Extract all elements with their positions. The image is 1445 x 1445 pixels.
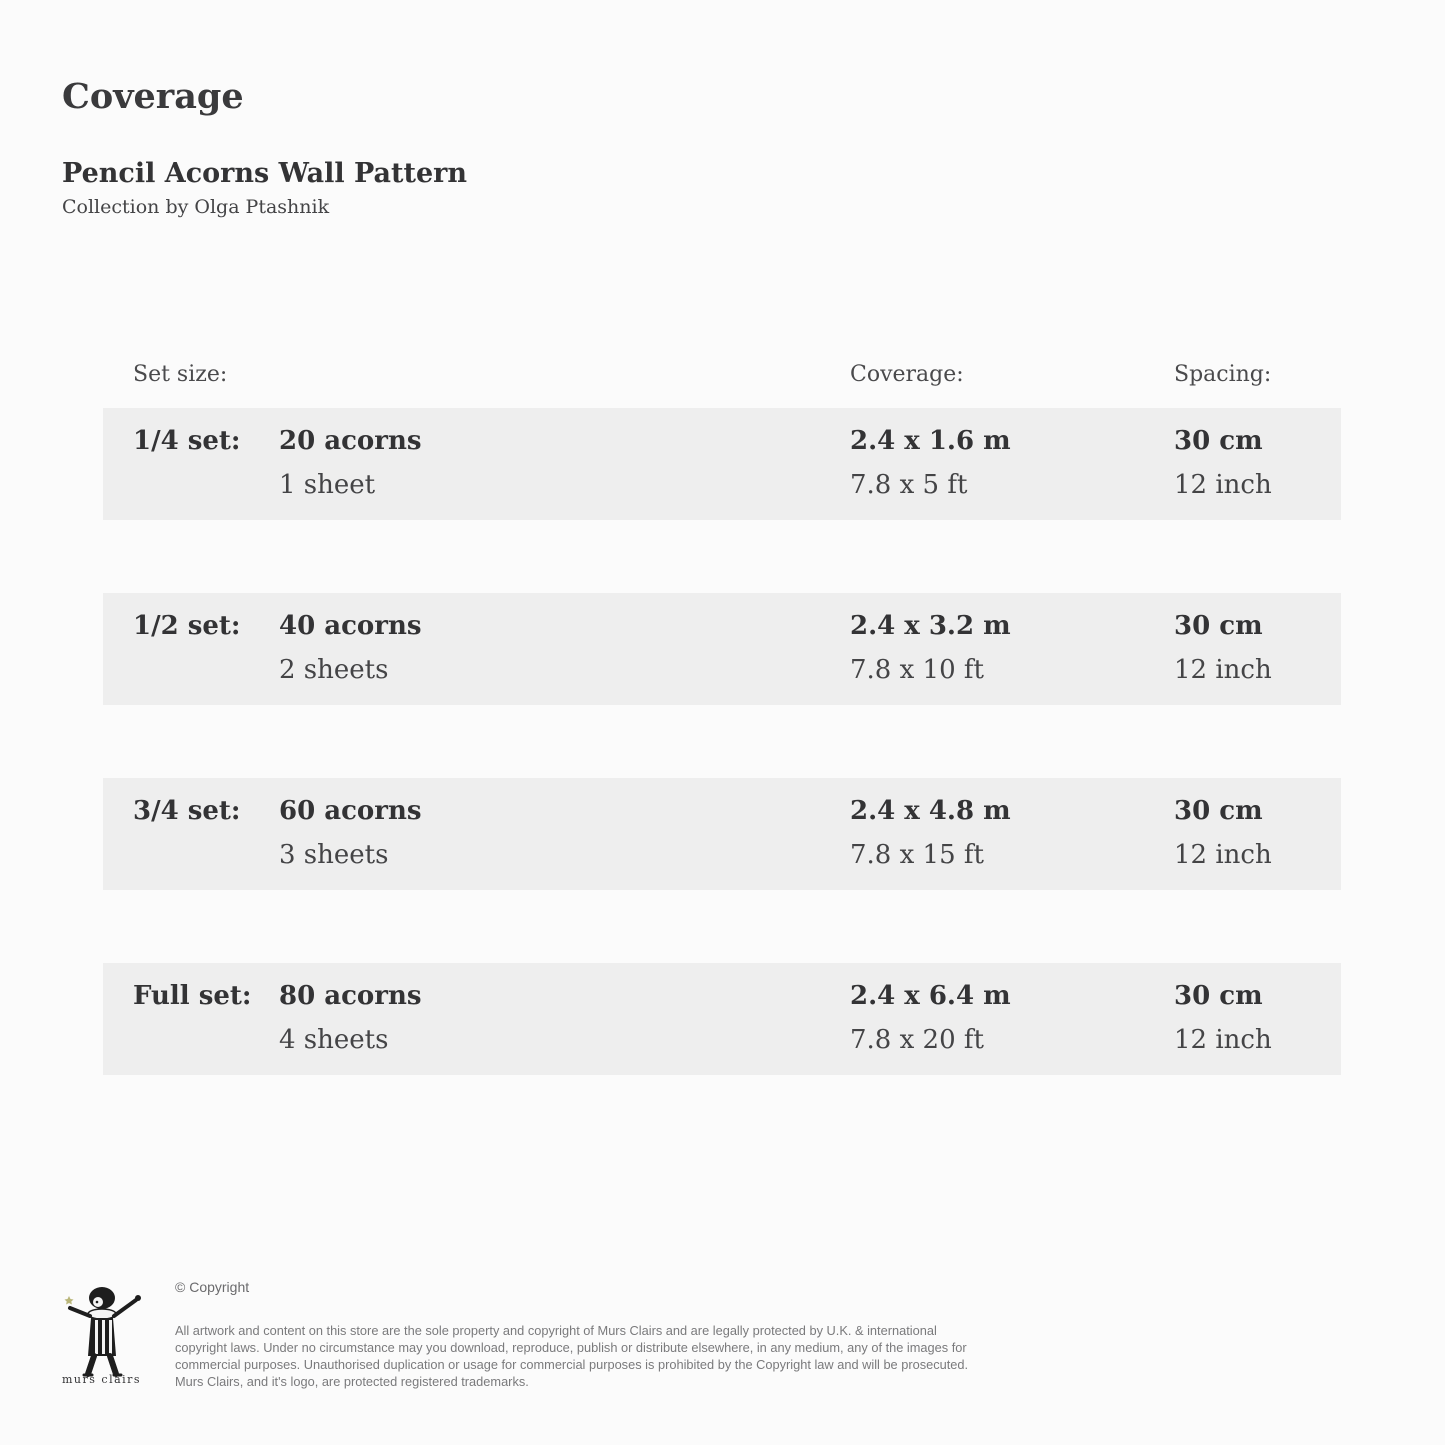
spacing-imperial: 12 inch (1174, 1025, 1272, 1055)
product-name: Pencil Acorns Wall Pattern (62, 158, 468, 189)
copyright-heading: © Copyright (175, 1279, 250, 1295)
header-spacing: Spacing: (1174, 362, 1272, 387)
coverage-metric: 2.4 x 1.6 m (850, 426, 1011, 456)
spacing-imperial: 12 inch (1174, 470, 1272, 500)
set-label: 1/4 set: (133, 426, 241, 456)
spacing-imperial: 12 inch (1174, 840, 1272, 870)
acorn-count: 80 acorns (279, 981, 422, 1011)
copyright-notice: All artwork and content on this store are the sole property and copyright of Murs Clairs and are legally protected by U.K. & international copyright laws. Under no circumstance may you download, reproduce, publish or distribute elsewhere, in any medium, any of the images for commercial purposes. Unauthorised duplication or usage for commercial purposes is prohibited by the Copyright law and will be prosecuted. Murs Clairs, and it's logo, are protected registered trademarks. (175, 1323, 969, 1389)
sheet-count: 2 sheets (279, 655, 389, 685)
sheet-count: 4 sheets (279, 1025, 389, 1055)
acorn-count: 40 acorns (279, 611, 422, 641)
header-set-size: Set size: (133, 362, 228, 387)
set-label: 3/4 set: (133, 796, 241, 826)
table-row (103, 593, 1341, 705)
spacing-metric: 30 cm (1174, 426, 1263, 456)
coverage-imperial: 7.8 x 20 ft (850, 1025, 984, 1055)
coverage-imperial: 7.8 x 10 ft (850, 655, 984, 685)
coverage-metric: 2.4 x 4.8 m (850, 796, 1011, 826)
table-row (103, 408, 1341, 520)
spacing-metric: 30 cm (1174, 796, 1263, 826)
spacing-imperial: 12 inch (1174, 655, 1272, 685)
collection-credit: Collection by Olga Ptashnik (62, 196, 330, 218)
acorn-count: 20 acorns (279, 426, 422, 456)
coverage-metric: 2.4 x 6.4 m (850, 981, 1011, 1011)
sheet-count: 3 sheets (279, 840, 389, 870)
coverage-imperial: 7.8 x 15 ft (850, 840, 984, 870)
table-row (103, 963, 1341, 1075)
brand-wordmark: murs clairs (62, 1373, 142, 1386)
page-title: Coverage (62, 76, 244, 117)
header-coverage: Coverage: (850, 362, 964, 387)
set-label: 1/2 set: (133, 611, 241, 641)
coverage-imperial: 7.8 x 5 ft (850, 470, 968, 500)
spacing-metric: 30 cm (1174, 611, 1263, 641)
set-label: Full set: (133, 981, 252, 1011)
spacing-metric: 30 cm (1174, 981, 1263, 1011)
coverage-metric: 2.4 x 3.2 m (850, 611, 1011, 641)
acorn-count: 60 acorns (279, 796, 422, 826)
table-row (103, 778, 1341, 890)
sheet-count: 1 sheet (279, 470, 376, 500)
